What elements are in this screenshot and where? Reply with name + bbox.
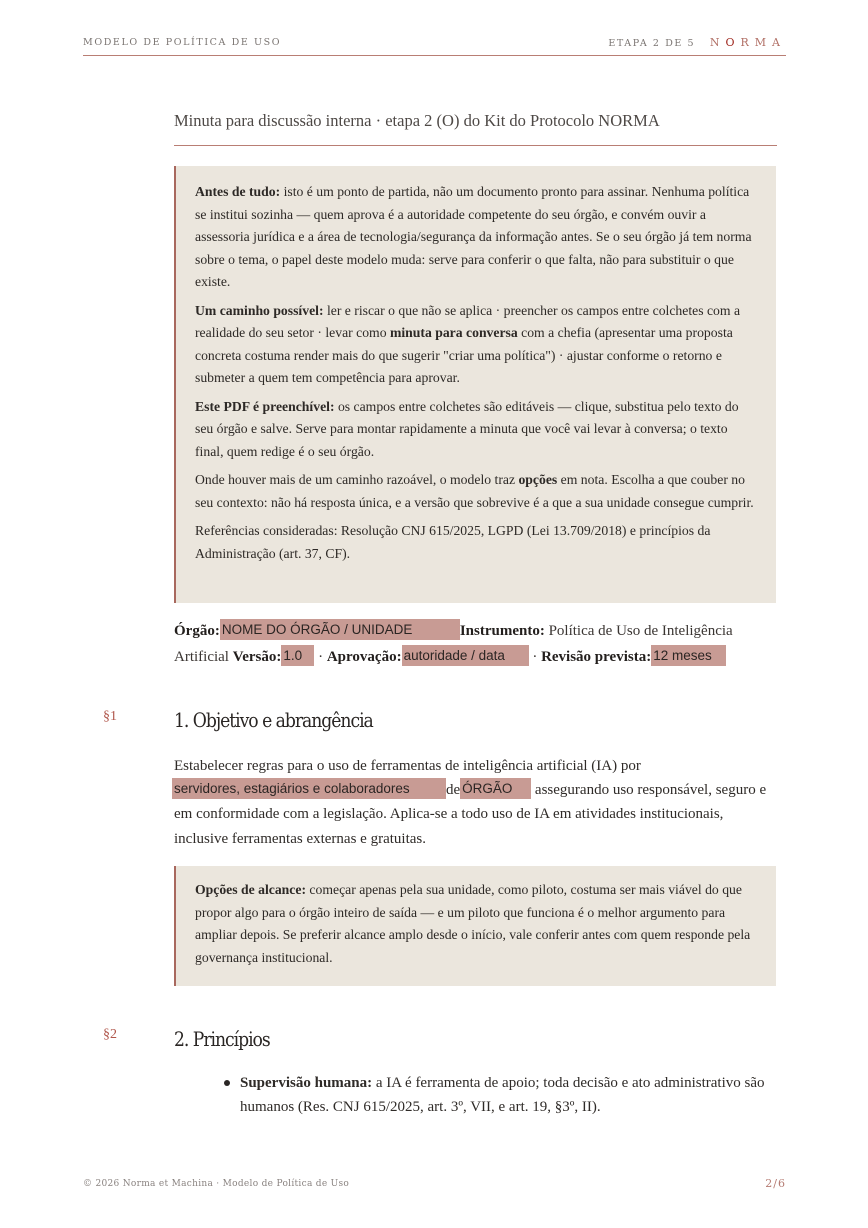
document-subtitle: Minuta para discussão interna · etapa 2 (O) do Kit do Protocolo NORMA	[174, 111, 777, 146]
orgao-field[interactable]: NOME DO ÓRGÃO / UNIDADE	[220, 619, 460, 640]
instrumento-value: Política de Uso de Inteligência Artificial	[174, 623, 733, 665]
section-1-body: Estabelecer regras para o uso de ferramentas de inteligência artificial (IA) por servidores, estagiários e colaboradores de ÓRGÃO assegurando uso responsável, seguro e em conformidade com a legislação. Aplica-se a todo uso de IA em atividades institucionais, inclusive ferramentas externas e gratuitas.	[174, 758, 767, 847]
orgao-label: Órgão:	[174, 623, 220, 639]
list-item: Supervisão humana: a IA é ferramenta de apoio; toda decisão e ato administrativo são humanos (Res. CNJ 615/2025, art. 3º, VII, e art. 19, §3º, II).	[240, 1071, 800, 1119]
section-1-title: 1. Objetivo e abrangência	[174, 708, 373, 732]
document-metadata: Órgão: NOME DO ÓRGÃO / UNIDADE Instrumento: Política de Uso de Inteligência Artificial Versão: 1.0 · Aprovação: autoridade / data · Revisão prevista: 12 meses	[174, 618, 774, 670]
footer-copyright: © 2026 Norma et Machina · Modelo de Política de Uso	[83, 1179, 350, 1189]
section-2-title: 2. Princípios	[174, 1027, 270, 1051]
scope-options-note: Opções de alcance: começar apenas pela sua unidade, como piloto, costuma ser mais viável do que propor algo para o órgão inteiro de saída — e um piloto que funciona é o melhor argumento para ampliar depois. Se preferir alcance amplo desde o início, vale conferir antes com quem responde pela governança institucional.	[174, 866, 776, 986]
page-footer	[83, 1179, 786, 1189]
brand-logo: NORMA	[709, 36, 786, 49]
versao-label: Versão:	[232, 649, 282, 665]
revisao-field[interactable]: 12 meses	[651, 645, 726, 666]
page-number: 2/6	[765, 1177, 786, 1190]
revisao-label: Revisão prevista:	[541, 649, 652, 665]
intro-paragraph-4: Onde houver mais de um caminho razoável, o modelo traz opções em nota. Escolha a que couber no seu contexto: não há resposta única, e a versão que sobrevive é a que a sua unidade consegue cumprir.	[195, 472, 754, 510]
section-1-number: §1	[103, 709, 117, 724]
principles-list	[240, 1071, 800, 1119]
intro-paragraph-5: Referências consideradas: Resolução CNJ 615/2025, LGPD (Lei 13.709/2018) e princípios da Administração (art. 37, CF).	[195, 523, 711, 561]
bullet-dot-icon	[224, 1080, 230, 1086]
intro-note-box	[174, 166, 776, 603]
intro-paragraph-3: Este PDF é preenchível: os campos entre colchetes são editáveis — clique, substitua pelo texto do seu órgão e salve. Serve para montar rapidamente a minuta que você vai levar à conversa; o texto final, quem redige é o seu órgão.	[195, 398, 739, 459]
intro-paragraph-1: Antes de tudo: isto é um ponto de partida, não um documento pronto para assinar. Nenhuma política se institui sozinha — quem aprova é a autoridade competente do seu órgão, e convém ouvir a assessoria jurídica e a área de tecnologia/segurança da informação antes. Se o seu órgão já tem norma sobre o tema, o papel deste modelo muda: serve para conferir o que falta, não para substituir o que existe.	[195, 184, 752, 289]
aprovacao-field[interactable]: autoridade / data	[402, 645, 529, 666]
page-header	[83, 36, 786, 56]
header-stage: ETAPA 2 DE 5	[608, 38, 696, 49]
scope-orgao-field[interactable]: ÓRGÃO	[460, 778, 531, 799]
section-2-number: §2	[103, 1027, 117, 1042]
intro-paragraph-2: Um caminho possível: ler e riscar o que não se aplica · preencher os campos entre colchetes com a realidade do seu setor · levar como minuta para conversa com a chefia (apresentar uma proposta concreta costuma render mais do que sugerir "criar uma política") · ajustar conforme o retorno e submeter a quem tem competência para aprovar.	[195, 302, 741, 385]
instrumento-label: Instrumento:	[459, 623, 545, 639]
header-document-title: MODELO DE POLÍTICA DE USO	[83, 37, 282, 48]
versao-field[interactable]: 1.0	[281, 645, 314, 666]
scope-people-field[interactable]: servidores, estagiários e colaboradores	[172, 778, 446, 799]
aprovacao-label: Aprovação:	[326, 649, 402, 665]
header-right	[608, 36, 786, 49]
